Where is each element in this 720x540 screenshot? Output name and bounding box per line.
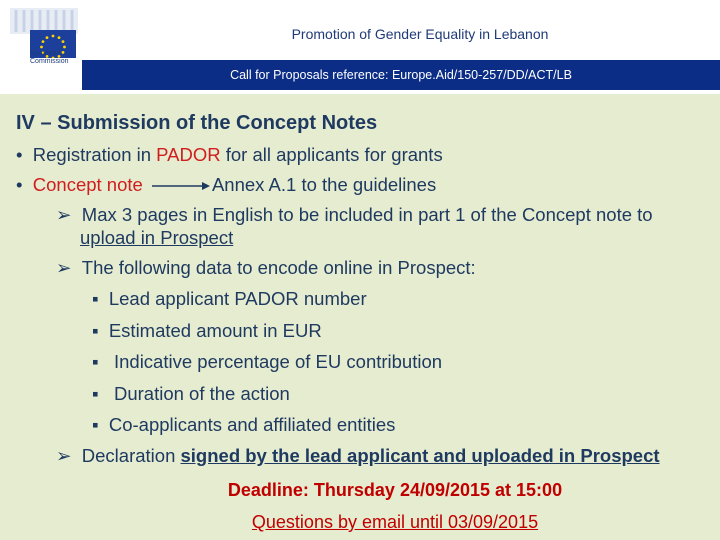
annex-text: Annex A.1 to the guidelines bbox=[211, 174, 437, 195]
square-bullet-icon: ▪ bbox=[92, 288, 109, 309]
arrowhead-bullet-icon: ➢ bbox=[56, 204, 82, 225]
square-bullet-icon: ▪ bbox=[92, 351, 109, 372]
section-heading: IV – Submission of the Concept Notes bbox=[16, 112, 378, 134]
declaration-emphasis: signed by the lead applicant and uploaded in Prospect bbox=[180, 445, 660, 466]
reference-bar: Call for Proposals reference: Europe.Aid/150-257/DD/ACT/LB bbox=[82, 60, 720, 90]
list-item-text: Indicative percentage of EU contribution bbox=[108, 351, 443, 372]
square-bullet-icon: ▪ bbox=[92, 383, 109, 404]
sub-item-max-pages bbox=[56, 204, 653, 226]
upload-in-prospect: upload in Prospect bbox=[80, 227, 234, 248]
square-bullet-icon: ▪ bbox=[92, 320, 109, 341]
list-item-text: Lead applicant PADOR number bbox=[108, 288, 367, 309]
page-title: Promotion of Gender Equality in Lebanon bbox=[291, 26, 549, 42]
bullet-dot-icon: • bbox=[16, 174, 33, 195]
bullet-registration bbox=[16, 144, 443, 166]
list-item bbox=[92, 383, 290, 405]
deadline-text: Deadline: Thursday 24/09/2015 at 15:00 bbox=[227, 480, 563, 500]
arrowhead-bullet-icon: ➢ bbox=[56, 445, 82, 466]
bullet-text-after: for all applicants for grants bbox=[220, 144, 443, 165]
pador-highlight: PADOR bbox=[156, 144, 221, 165]
bullet-concept-note bbox=[16, 174, 436, 196]
data-encode-text: The following data to encode online in Prospect: bbox=[81, 257, 476, 278]
list-item bbox=[92, 414, 395, 436]
list-item bbox=[92, 288, 367, 310]
slide-content bbox=[0, 94, 720, 540]
max-pages-text: Max 3 pages in English to be included in part 1 of the Concept note to bbox=[81, 204, 653, 225]
list-item bbox=[92, 351, 442, 373]
concept-note-label: Concept note bbox=[32, 174, 143, 195]
eu-commission-logo bbox=[6, 6, 82, 82]
list-item-text: Estimated amount in EUR bbox=[108, 320, 322, 341]
questions-link[interactable]: Questions by email until 03/09/2015 bbox=[251, 512, 539, 532]
declaration-text: Declaration bbox=[81, 445, 181, 466]
list-item bbox=[92, 320, 322, 342]
arrow-right-icon bbox=[152, 179, 210, 193]
bullet-text-before: Registration in bbox=[32, 144, 157, 165]
sub-item-declaration bbox=[56, 445, 660, 467]
logo-caption: European Commission bbox=[30, 50, 69, 65]
square-bullet-icon: ▪ bbox=[92, 414, 109, 435]
bullet-dot-icon: • bbox=[16, 144, 33, 165]
list-item-text: Duration of the action bbox=[108, 383, 290, 404]
arrowhead-bullet-icon: ➢ bbox=[56, 257, 82, 278]
sub-item-data-encode bbox=[56, 257, 476, 279]
list-item-text: Co-applicants and affiliated entities bbox=[108, 414, 396, 435]
